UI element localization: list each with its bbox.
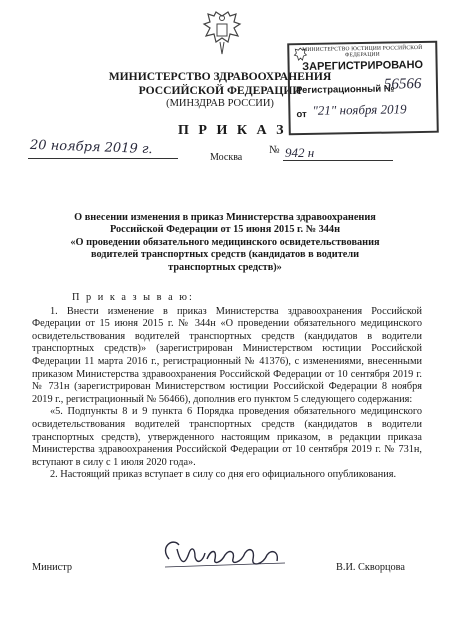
heading-line: водителей транспортных средств (кандидатов в водители [90,249,360,261]
signer-name: В.И. Скворцова [336,562,405,573]
heading-line: Российской Федерации от 15 июня 2015 г. № 344н [109,224,341,236]
stamp-reg-label: Регистрационный № [295,83,395,97]
ministry-line2: РОССИЙСКОЙ ФЕДЕРАЦИИ [138,84,302,97]
registration-stamp [287,41,439,136]
stamp-title: ЗАРЕГИСТРИРОВАНО [302,58,424,74]
handwritten-signature [155,535,295,575]
state-emblem-icon [202,10,242,58]
city-name: Москва [210,152,243,163]
date-underline [28,158,178,159]
order-body [32,292,422,482]
ministry-short-name: (МИНЗДРАВ РОССИИ) [166,98,274,109]
number-underline [283,160,393,161]
stamp-header: МИНИСТЕРСТВО ЮСТИЦИИ РОССИЙСКОЙ ФЕДЕРАЦИИ [302,44,423,59]
ministry-line1: МИНИСТЕРСТВО ЗДРАВООХРАНЕНИЯ [108,70,332,83]
heading-line: О внесении изменения в приказ Министерства здравоохранения [74,212,376,223]
heading-line: транспортных средств)» [168,261,282,273]
order-date: 20 ноября 2019 г. [29,137,153,158]
stamp-from-label: от [296,108,307,121]
heading-line: «О проведении обязательного медицинского освидетельствования [70,236,380,248]
paragraph-3: 2. Настоящий приказ вступает в силу со дня его официального опубликования. [50,469,397,481]
order-number: 942 н [285,145,315,160]
stamp-from-date: "21" ноября 2019 [312,101,407,118]
number-sign: № [269,144,280,156]
order-lead: П р и к а з ы в а ю: [72,292,194,303]
document-type-title: П Р И К А З [178,123,287,138]
order-heading [40,212,410,274]
paragraph-2: «5. Подпункты 8 и 9 пункта 6 Порядка проведения обязательного медицинского освидетельствования водителей транспортных средств (кандидатов в водители транспортных средств), утвержденного настоящим приказом, в редакции приказа Министерства здравоохранения Российской Федерации от 10 сентября 2019 г. № 731н, вступают в силу с 1 июля 2020 года». [32,406,422,468]
signer-position: Министр [32,562,73,573]
paragraph-1: 1. Внести изменение в приказ Министерства здравоохранения Российской Федерации от 15 июня 2015 г. № 344н «О проведении обязательного медицинского освидетельствования водителей транспортных средств (кандидатов в водители транспортных средств)» (зарегистрирован Министерством юстиции Российской Федерации 11 марта 2016 г., регистрационный № 41376), с изменениями, внесенными приказом Министерства здравоохранения Российской Федерации от 10 сентября 2019 г. № 731н (зарегистрирован Министерством юстиции Российской Федерации 8 ноября 2019 г., регистрационный № 56466), дополнив его пунктом 5 следующего содержания: [32,305,422,405]
stamp-reg-number: 56566 [383,75,422,93]
